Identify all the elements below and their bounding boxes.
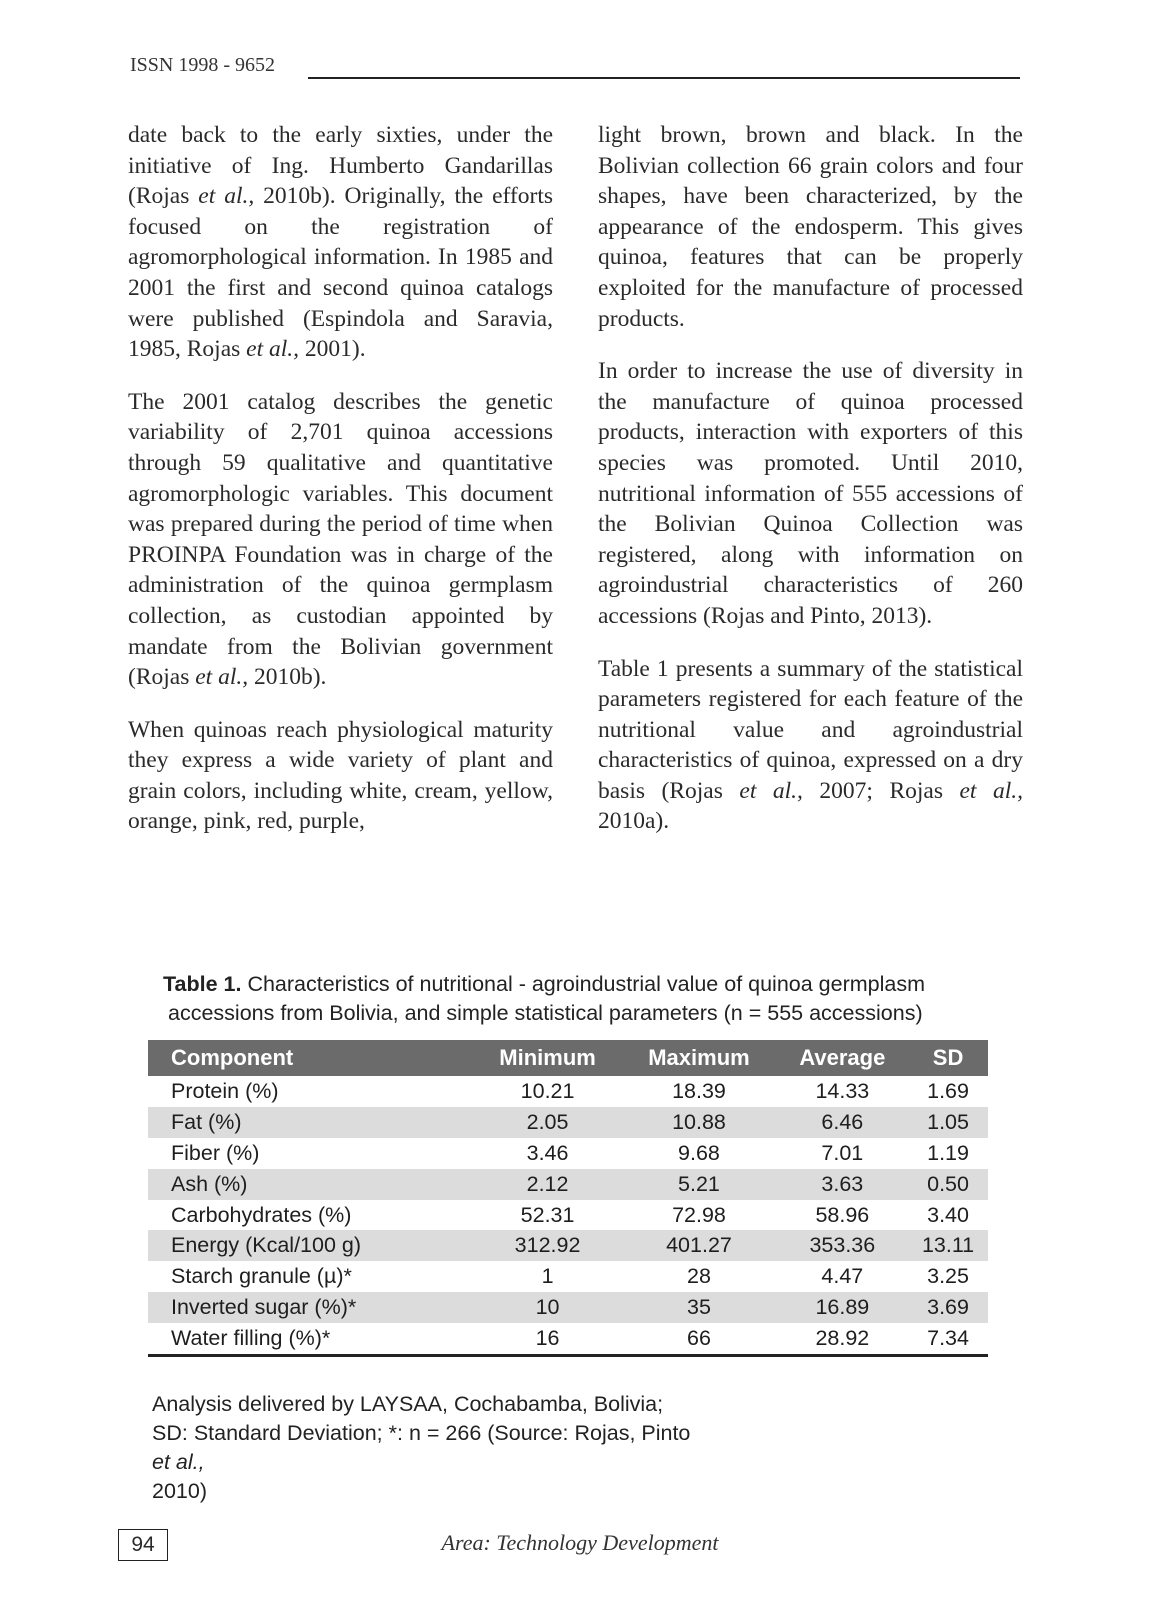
text-run: SD: Standard Deviation; *: n = 266 (Source: Rojas, Pinto bbox=[152, 1421, 691, 1445]
nutrition-table bbox=[148, 1040, 988, 1357]
italic-run: et al., bbox=[246, 336, 300, 363]
right-paragraph-1: light brown, brown and black. In the Bolivian collection 66 grain colors and four shapes, have been characterized, by the appearance of the endosperm. This gives quinoa, features that can be properly exploited for the manufacture of processed products. bbox=[598, 122, 1023, 332]
table-row bbox=[148, 1323, 988, 1355]
cell-average: 28.92 bbox=[815, 1326, 870, 1351]
cell-maximum: 28 bbox=[687, 1264, 711, 1289]
table-row bbox=[148, 1200, 988, 1231]
note-line-1: Analysis delivered by LAYSAA, Cochabamba, Bolivia; bbox=[152, 1392, 664, 1416]
cell-minimum: 52.31 bbox=[520, 1202, 575, 1227]
cell-minimum: 10.21 bbox=[520, 1078, 575, 1103]
page-number: 94 bbox=[118, 1529, 168, 1561]
cell-sd: 1.05 bbox=[908, 1107, 988, 1138]
cell-maximum: 35 bbox=[621, 1292, 776, 1323]
header-component: Component bbox=[148, 1040, 474, 1076]
cell-component: Energy (Kcal/100 g) bbox=[148, 1230, 474, 1261]
table-row bbox=[148, 1261, 988, 1292]
cell-component: Carbohydrates (%) bbox=[171, 1202, 352, 1227]
italic-run: et al., bbox=[195, 664, 249, 691]
table-caption bbox=[163, 970, 1003, 1028]
cell-sd: 3.69 bbox=[908, 1292, 988, 1323]
italic-run: et al., bbox=[152, 1450, 205, 1474]
table-row bbox=[148, 1230, 988, 1261]
cell-maximum: 10.88 bbox=[621, 1107, 776, 1138]
text-run: date back to the early sixties, under the initiative of Ing. Humberto Gandarillas (Rojas bbox=[128, 122, 553, 210]
cell-average: 14.33 bbox=[815, 1078, 870, 1103]
cell-maximum: 401.27 bbox=[621, 1230, 776, 1261]
cell-minimum: 1 bbox=[541, 1264, 554, 1289]
table-caption-line-2: accessions from Bolivia, and simple statistical parameters (n = 555 accessions) bbox=[168, 1001, 923, 1025]
left-column bbox=[128, 120, 553, 859]
cell-average: 4.47 bbox=[821, 1264, 864, 1289]
table-caption-line-1: Characteristics of nutritional - agroindustrial value of quinoa germplasm bbox=[241, 972, 926, 996]
cell-minimum: 10 bbox=[474, 1292, 622, 1323]
cell-sd: 3.25 bbox=[927, 1264, 969, 1289]
cell-average: 7.01 bbox=[821, 1140, 864, 1165]
text-run: 2007; Rojas bbox=[802, 777, 960, 804]
cell-component: Ash (%) bbox=[148, 1169, 474, 1200]
text-run: 2010b). Originally, the efforts focused on the registration of agromorphological information. In 1985 and 2001 the first and second quinoa catalogs were published (Espindola and Saravia, 1985, Rojas bbox=[128, 183, 553, 363]
cell-maximum: 9.68 bbox=[678, 1140, 720, 1165]
cell-average: 353.36 bbox=[777, 1230, 909, 1261]
cell-sd: 1.69 bbox=[927, 1078, 969, 1103]
footer-area: Area: Technology Development bbox=[441, 1530, 719, 1555]
cell-sd: 3.40 bbox=[927, 1202, 969, 1227]
issn-label: ISSN 1998 - 9652 bbox=[130, 54, 276, 76]
table-row bbox=[148, 1169, 988, 1200]
table-notes bbox=[152, 1390, 1012, 1506]
table-row bbox=[148, 1292, 988, 1323]
cell-minimum: 16 bbox=[535, 1326, 560, 1351]
text-run: 2010b). bbox=[248, 664, 327, 691]
italic-run: et al., bbox=[959, 777, 1023, 804]
header-sd: SD bbox=[908, 1040, 988, 1076]
cell-average: 3.63 bbox=[777, 1169, 909, 1200]
cell-maximum: 72.98 bbox=[672, 1202, 726, 1227]
text-run: 2010a). bbox=[598, 808, 670, 835]
cell-maximum: 18.39 bbox=[672, 1078, 726, 1103]
text-run: 2001). bbox=[299, 336, 366, 363]
right-column bbox=[598, 120, 1023, 859]
left-paragraph-1 bbox=[128, 120, 553, 365]
cell-minimum: 2.12 bbox=[474, 1169, 622, 1200]
text-run: 2010) bbox=[152, 1479, 207, 1503]
table-row bbox=[148, 1076, 988, 1107]
text-run: The 2001 catalog describes the genetic variability of 2,701 quinoa accessions through 59 qualitative and quantitative agromorphologic variables. This document was prepared during the period of time when PROINPA Foundation was in charge of the administration of the quinoa germplasm collection, as custodian appointed by mandate from the Bolivian government (Rojas bbox=[128, 388, 553, 691]
cell-average: 6.46 bbox=[777, 1107, 909, 1138]
cell-component: Fat (%) bbox=[148, 1107, 474, 1138]
cell-maximum: 66 bbox=[687, 1326, 711, 1351]
cell-component: Starch granule (µ)* bbox=[171, 1264, 352, 1289]
cell-minimum: 2.05 bbox=[474, 1107, 622, 1138]
cell-sd: 0.50 bbox=[908, 1169, 988, 1200]
cell-sd: 13.11 bbox=[908, 1230, 988, 1261]
cell-component: Inverted sugar (%)* bbox=[148, 1292, 474, 1323]
right-paragraph-3 bbox=[598, 654, 1023, 838]
header-average: Average bbox=[777, 1040, 909, 1076]
cell-minimum: 3.46 bbox=[526, 1140, 569, 1165]
left-paragraph-2 bbox=[128, 387, 553, 693]
note-line-2 bbox=[152, 1419, 1012, 1506]
page-header bbox=[130, 52, 1020, 82]
header-rule bbox=[308, 77, 1020, 79]
table-caption-label: Table 1. bbox=[163, 972, 242, 996]
cell-minimum: 312.92 bbox=[474, 1230, 622, 1261]
left-paragraph-3: When quinoas reach physiological maturity they express a wide variety of plant and grain colors, including white, cream, yellow, orange, pink, red, purple, bbox=[128, 716, 553, 835]
table-header-row bbox=[148, 1040, 988, 1076]
cell-sd: 1.19 bbox=[927, 1140, 969, 1165]
cell-component: Water filling (%)* bbox=[171, 1326, 331, 1351]
cell-average: 58.96 bbox=[815, 1202, 870, 1227]
right-paragraph-2: In order to increase the use of diversity in the manufacture of quinoa processed products, interaction with exporters of this species was promoted. Until 2010, nutritional information of 555 accessions of the Bolivian Quinoa Collection was registered, along with information on agroindustrial characteristics of 260 accessions (Rojas and Pinto, 2013). bbox=[598, 358, 1023, 629]
italic-run: et al., bbox=[198, 183, 255, 210]
cell-component: Fiber (%) bbox=[171, 1140, 260, 1165]
cell-component: Protein (%) bbox=[171, 1078, 279, 1103]
table-row bbox=[148, 1138, 988, 1169]
italic-run: et al., bbox=[739, 777, 803, 804]
cell-sd: 7.34 bbox=[927, 1326, 969, 1351]
text-run: Table 1 presents a summary of the statistical parameters registered for each feature of the nutritional value and agroindustrial characteristics of quinoa, expressed on a dry basis (Rojas bbox=[598, 655, 1023, 804]
header-maximum: Maximum bbox=[621, 1040, 776, 1076]
table-row bbox=[148, 1107, 988, 1138]
cell-maximum: 5.21 bbox=[621, 1169, 776, 1200]
header-minimum: Minimum bbox=[474, 1040, 622, 1076]
cell-average: 16.89 bbox=[777, 1292, 909, 1323]
